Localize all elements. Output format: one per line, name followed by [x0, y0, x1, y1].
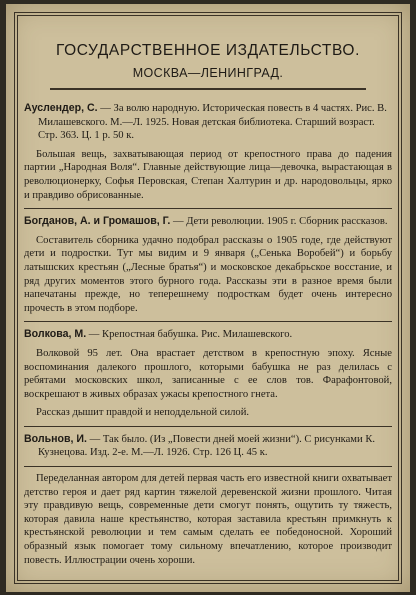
entry-author: Ауслендер, С. [24, 102, 98, 114]
entry-author: Волкова, М. [24, 328, 87, 341]
entry-divider [24, 426, 392, 427]
entry-bibliography: — Дети революции. 1905 г. Сборник рассказов. [170, 216, 388, 228]
entry-author: Богданов, А. и Громашов, Г. [24, 215, 171, 228]
catalog-page [6, 4, 410, 592]
catalog-entry [24, 215, 392, 322]
publisher-city: МОСКВА—ЛЕНИНГРАД. [132, 66, 284, 80]
entry-annotation-continued: Рассказ дышит правдой и неподдельной силой. [36, 407, 250, 419]
entry-bibliography: — Так было. (Из „Повести дней моей жизни“). С рисунками К. Кузнецова. Изд. 2-е. М.—Л. 1926. Стр. 126 Ц. 45 к. [38, 433, 376, 459]
entry-annotation: Волковой 95 лет. Она врастает детством в крепостную эпоху. Ясные воспоминания далекого прошлого, которыми бабушка не раз делилась с ребятами московских школ, записанные с ее слов тов. Фарафонтовой, воскрешают в живых образах ужасы крепостного гнета. [24, 347, 392, 400]
catalog-entry [24, 433, 392, 567]
entry-bibliography: — За волю народную. Историческая повесть в 4 частях. Рис. В. Милашевского. М.—Л. 1925. Новая детская библиотека. Старший возраст. Стр. 363. Ц. 1 р. 50 к. [38, 103, 387, 142]
entry-divider [24, 466, 392, 467]
entry-annotation: Составитель сборника удачно подобрал рассказы о 1905 годе, где действуют дети и подростки. Тут мы видим и 9 января („Сенька Воробей“) и борьбу латышских крестьян („Лесные братья“) и московское декабрьское восстание, и ряд других моментов этого бурного года. Рассказы эти в разное время были напечатаны прежде, но теперешнему подросткам будет очень интересно прочесть в этом подборе. [24, 234, 392, 314]
entry-annotation: Переделанная автором для детей первая часть его известной книги охватывает детство героя и дает ряд картин тяжелой деревенской жизни прошлого. Читая эту правдивую вещь, современные дети смогут понять, ощутить ту тяжесть, которая давила наше крестьянство, которая заставила крестьян примкнуть к крестьянской революции и тем самым сделать ее победоносной. Хороший образный язык помогает тому сильному впечатлению, которое производит повесть. Иллюстрации очень хороши. [24, 473, 392, 566]
entry-bibliography: — Крепостная бабушка. Рис. Милашевского. [86, 329, 293, 341]
catalog-entry [24, 328, 392, 427]
entry-divider [24, 321, 392, 322]
publisher-title: ГОСУДАРСТВЕННОЕ ИЗДАТЕЛЬСТВО. [56, 42, 360, 59]
entry-annotation: Большая вещь, захватывающая период от крепостного права до падения партии „Народная Воля“. Главные действующие лица—девочка, вырастающая в революционерку, Софья Перовская, Степан Халтурин и др. народовольцы, ярко и правдиво обрисованные. [24, 148, 392, 201]
entry-author: Вольнов, И. [24, 432, 87, 445]
entry-divider [24, 208, 392, 209]
catalog-entries [24, 96, 392, 567]
catalog-entry [24, 102, 392, 209]
header-rule [50, 88, 366, 90]
